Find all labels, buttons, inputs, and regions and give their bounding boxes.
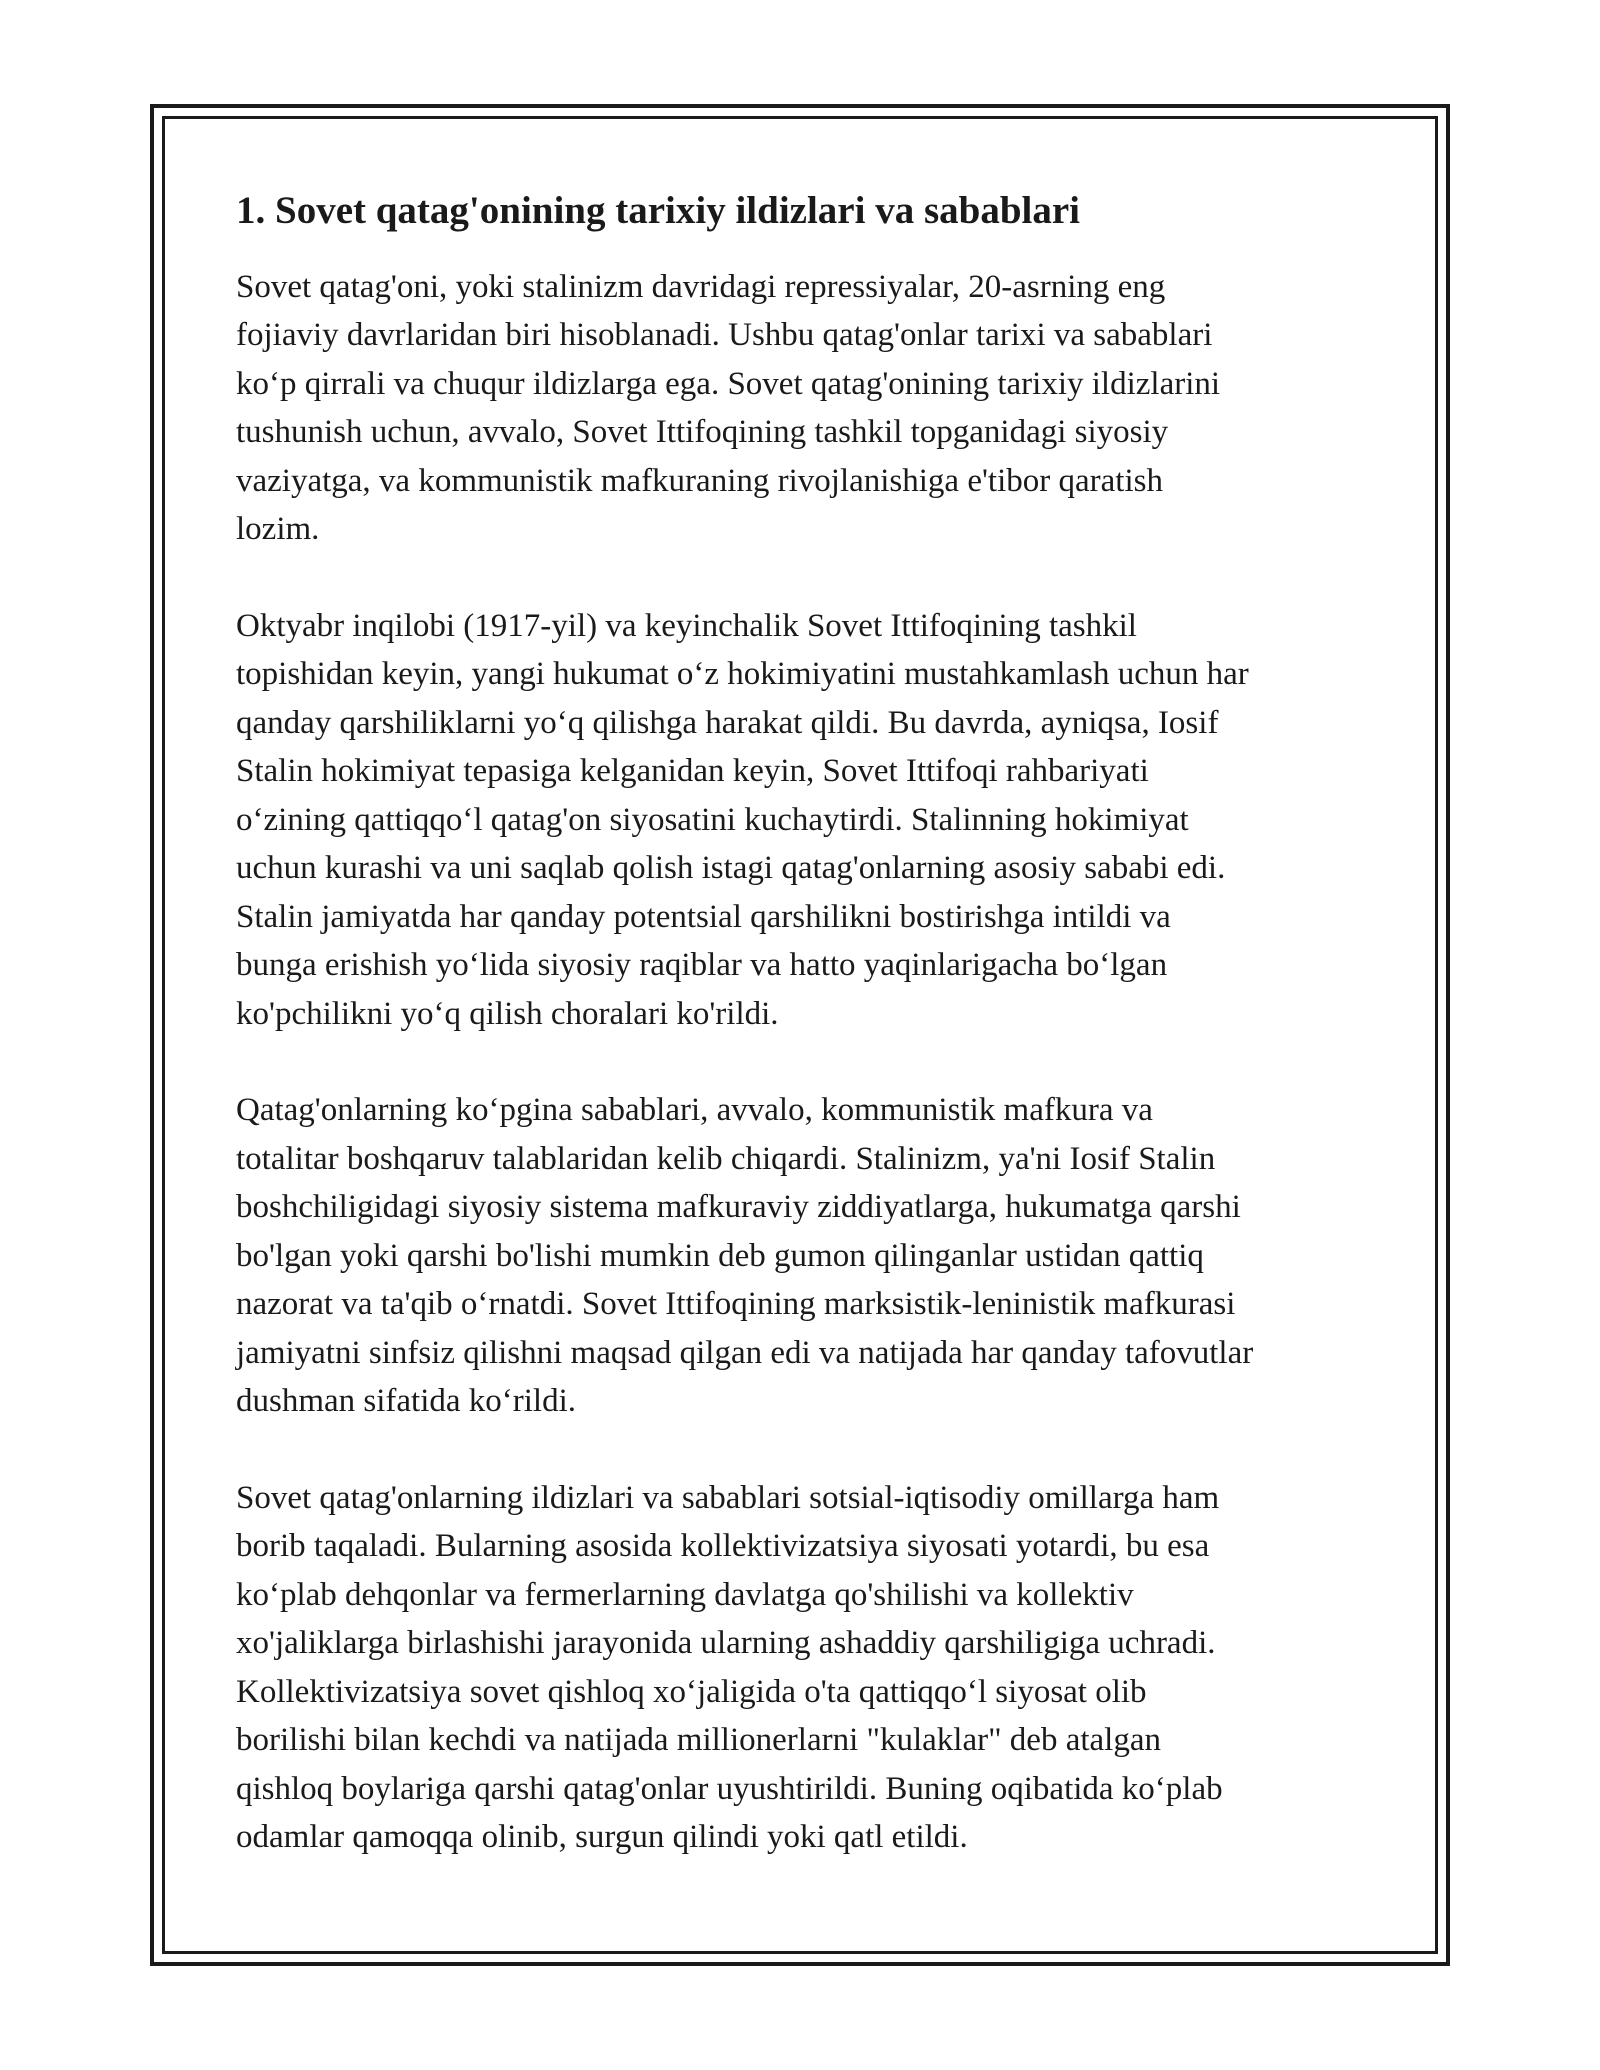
paragraph-line: nazorat va ta'qib o‘rnatdi. Sovet Ittifoqining marksistik-leninistik mafkurasi: [236, 1286, 1236, 1323]
paragraph-3: [236, 1086, 1386, 1426]
paragraph-line: Qatag'onlarning ko‘pgina sabablari, avvalo, kommunistik mafkura va: [236, 1092, 1153, 1129]
paragraph-line: topishidan keyin, yangi hukumat o‘z hokimiyatini mustahkamlash uchun har: [236, 656, 1249, 693]
paragraph-4: [236, 1474, 1386, 1862]
paragraph-line: Sovet qatag'onlarning ildizlari va sabablari sotsial-iqtisodiy omillarga ham: [236, 1479, 1220, 1516]
paragraph-line: dushman sifatida ko‘rildi.: [236, 1383, 577, 1420]
paragraph-line: borilishi bilan kechdi va natijada millionerlarni "kulaklar" deb atalgan: [236, 1722, 1161, 1759]
paragraph-line: xo'jaliklarga birlashishi jarayonida ularning ashaddiy qarshiligiga uchradi.: [236, 1625, 1216, 1662]
paragraph-line: fojiaviy davrlaridan biri hisoblanadi. Ushbu qatag'onlar tarixi va sabablari: [236, 317, 1213, 354]
paragraph-line: ko'pchilikni yo‘q qilish choralari ko'rildi.: [236, 995, 779, 1032]
paragraph-line: lozim.: [236, 511, 320, 548]
paragraph-line: odamlar qamoqqa olinib, surgun qilindi yoki qatl etildi.: [236, 1819, 968, 1856]
paragraph-1: [236, 263, 1386, 554]
paragraph-line: uchun kurashi va uni saqlab qolish istagi qatag'onlarning asosiy sababi edi.: [236, 850, 1226, 887]
document-body: [236, 186, 1386, 1910]
paragraph-line: bo'lgan yoki qarshi bo'lishi mumkin deb gumon qilinganlar ustidan qattiq: [236, 1237, 1204, 1274]
paragraph-line: Sovet qatag'oni, yoki stalinizm davridagi repressiyalar, 20-asrning eng: [236, 268, 1166, 305]
paragraph-line: Stalin jamiyatda har qanday potentsial qarshilikni bostirishga intildi va: [236, 898, 1171, 935]
paragraph-line: qanday qarshiliklarni yo‘q qilishga harakat qildi. Bu davrda, ayniqsa, Iosif: [236, 704, 1219, 741]
paragraph-line: Kollektivizatsiya sovet qishloq xo‘jaligida o'ta qattiqqo‘l siyosat olib: [236, 1673, 1147, 1710]
paragraph-line: totalitar boshqaruv talablaridan kelib chiqardi. Stalinizm, ya'ni Iosif Stalin: [236, 1140, 1216, 1177]
paragraph-line: Oktyabr inqilobi (1917-yil) va keyinchalik Sovet Ittifoqining tashkil: [236, 607, 1137, 644]
paragraph-line: vaziyatga, va kommunistik mafkuraning rivojlanishiga e'tibor qaratish: [236, 462, 1163, 499]
paragraph-line: qishloq boylariga qarshi qatag'onlar uyushtirildi. Buning oqibatida ko‘plab: [236, 1770, 1223, 1807]
paragraph-line: ko‘plab dehqonlar va fermerlarning davlatga qo'shilishi va kollektiv: [236, 1576, 1134, 1613]
paragraph-line: ko‘p qirrali va chuqur ildizlarga ega. Sovet qatag'onining tarixiy ildizlarini: [236, 365, 1221, 402]
paragraph-2: [236, 602, 1386, 1039]
section-heading: 1. Sovet qatag'onining tarixiy ildizlari va sabablari: [236, 189, 1080, 232]
paragraph-line: borib taqaladi. Bularning asosida kollektivizatsiya siyosati yotardi, bu esa: [236, 1528, 1210, 1565]
paragraph-line: jamiyatni sinfsiz qilishni maqsad qilgan edi va natijada har qanday tafovutlar: [236, 1334, 1254, 1371]
paragraph-line: tushunish uchun, avvalo, Sovet Ittifoqining tashkil topganidagi siyosiy: [236, 414, 1169, 451]
paragraph-line: boshchiligidagi siyosiy sistema mafkuraviy ziddiyatlarga, hukumatga qarshi: [236, 1189, 1241, 1226]
paragraph-line: Stalin hokimiyat tepasiga kelganidan keyin, Sovet Ittifoqi rahbariyati: [236, 753, 1149, 790]
paragraph-line: bunga erishish yo‘lida siyosiy raqiblar va hatto yaqinlarigacha bo‘lgan: [236, 947, 1168, 984]
paragraph-line: o‘zining qattiqqo‘l qatag'on siyosatini kuchaytirdi. Stalinning hokimiyat: [236, 801, 1189, 838]
